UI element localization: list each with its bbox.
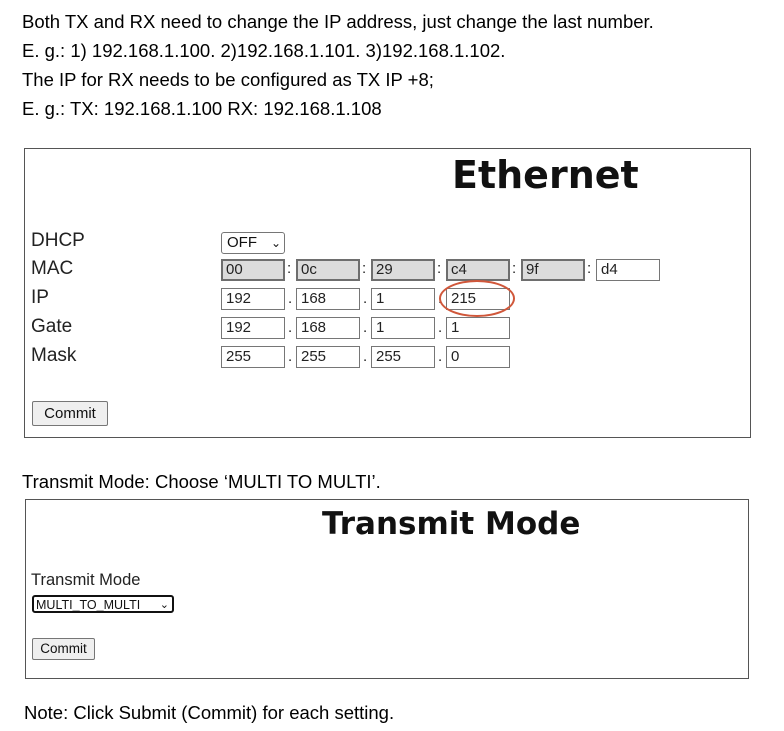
mask-separator: .: [438, 348, 443, 365]
highlight-circle-annotation: [439, 280, 515, 317]
dhcp-select[interactable]: [221, 232, 285, 254]
ethernet-commit-button[interactable]: Commit: [32, 401, 108, 426]
transmit-mode-commit-button[interactable]: Commit: [32, 638, 95, 660]
transmit-mode-caption: Transmit Mode: Choose ‘MULTI TO MULTI’.: [22, 471, 381, 492]
instruction-line: E. g.: TX: 192.168.1.100 RX: 192.168.1.108: [22, 98, 382, 119]
chevron-down-icon: ⌄: [159, 599, 169, 611]
mask-octet-field[interactable]: 255: [296, 346, 360, 368]
gate-octet-field[interactable]: 1: [371, 317, 435, 339]
gate-label: Gate: [31, 316, 73, 337]
mac-separator: :: [362, 260, 367, 277]
note-text: Note: Click Submit (Commit) for each setting.: [24, 702, 395, 723]
mac-octet-field: 9f: [521, 259, 585, 281]
mac-separator: :: [512, 260, 517, 277]
chevron-down-icon: ⌄: [270, 236, 281, 250]
ip-separator: .: [438, 290, 443, 307]
mask-separator: .: [363, 348, 368, 365]
mac-octet-field: 29: [371, 259, 435, 281]
instruction-line: E. g.: 1) 192.168.1.100. 2)192.168.1.101. 3)192.168.1.102.: [22, 40, 506, 61]
transmit-mode-select[interactable]: [32, 595, 174, 613]
mask-octet-field[interactable]: 255: [221, 346, 285, 368]
mac-separator: :: [287, 260, 292, 277]
gate-octet-field[interactable]: 192: [221, 317, 285, 339]
gate-separator: .: [288, 319, 293, 336]
instruction-line: Both TX and RX need to change the IP address, just change the last number.: [22, 11, 654, 32]
mac-octet-field: c4: [446, 259, 510, 281]
gate-separator: .: [438, 319, 443, 336]
instruction-line: The IP for RX needs to be configured as TX IP +8;: [22, 69, 434, 90]
mask-label: Mask: [31, 345, 77, 366]
transmit-mode-title: Transmit Mode: [322, 506, 581, 542]
ip-octet-field[interactable]: 168: [296, 288, 360, 310]
ip-octet-field[interactable]: 215: [446, 288, 510, 310]
ip-label: IP: [31, 287, 49, 308]
ip-octet-field[interactable]: 192: [221, 288, 285, 310]
instructions: [22, 7, 654, 123]
mac-separator: :: [587, 260, 592, 277]
mask-octet-field[interactable]: 255: [371, 346, 435, 368]
ethernet-title: Ethernet: [452, 153, 639, 197]
mac-octet-field: 00: [221, 259, 285, 281]
dhcp-selected-value: OFF: [227, 234, 257, 251]
mac-octet-field[interactable]: d4: [596, 259, 660, 281]
dhcp-label: DHCP: [31, 230, 85, 251]
mac-label: MAC: [31, 258, 74, 279]
gate-octet-field[interactable]: 1: [446, 317, 510, 339]
ip-octet-field[interactable]: 1: [371, 288, 435, 310]
ip-separator: .: [363, 290, 368, 307]
transmit-mode-label: Transmit Mode: [31, 571, 141, 589]
mask-separator: .: [288, 348, 293, 365]
mac-separator: :: [437, 260, 442, 277]
mac-octet-field: 0c: [296, 259, 360, 281]
ethernet-panel: [24, 148, 751, 438]
ip-separator: .: [288, 290, 293, 307]
mask-octet-field[interactable]: 0: [446, 346, 510, 368]
transmit-mode-panel: [25, 499, 749, 679]
gate-separator: .: [363, 319, 368, 336]
transmit-mode-selected-value: MULTI_TO_MULTI: [36, 598, 141, 612]
gate-octet-field[interactable]: 168: [296, 317, 360, 339]
